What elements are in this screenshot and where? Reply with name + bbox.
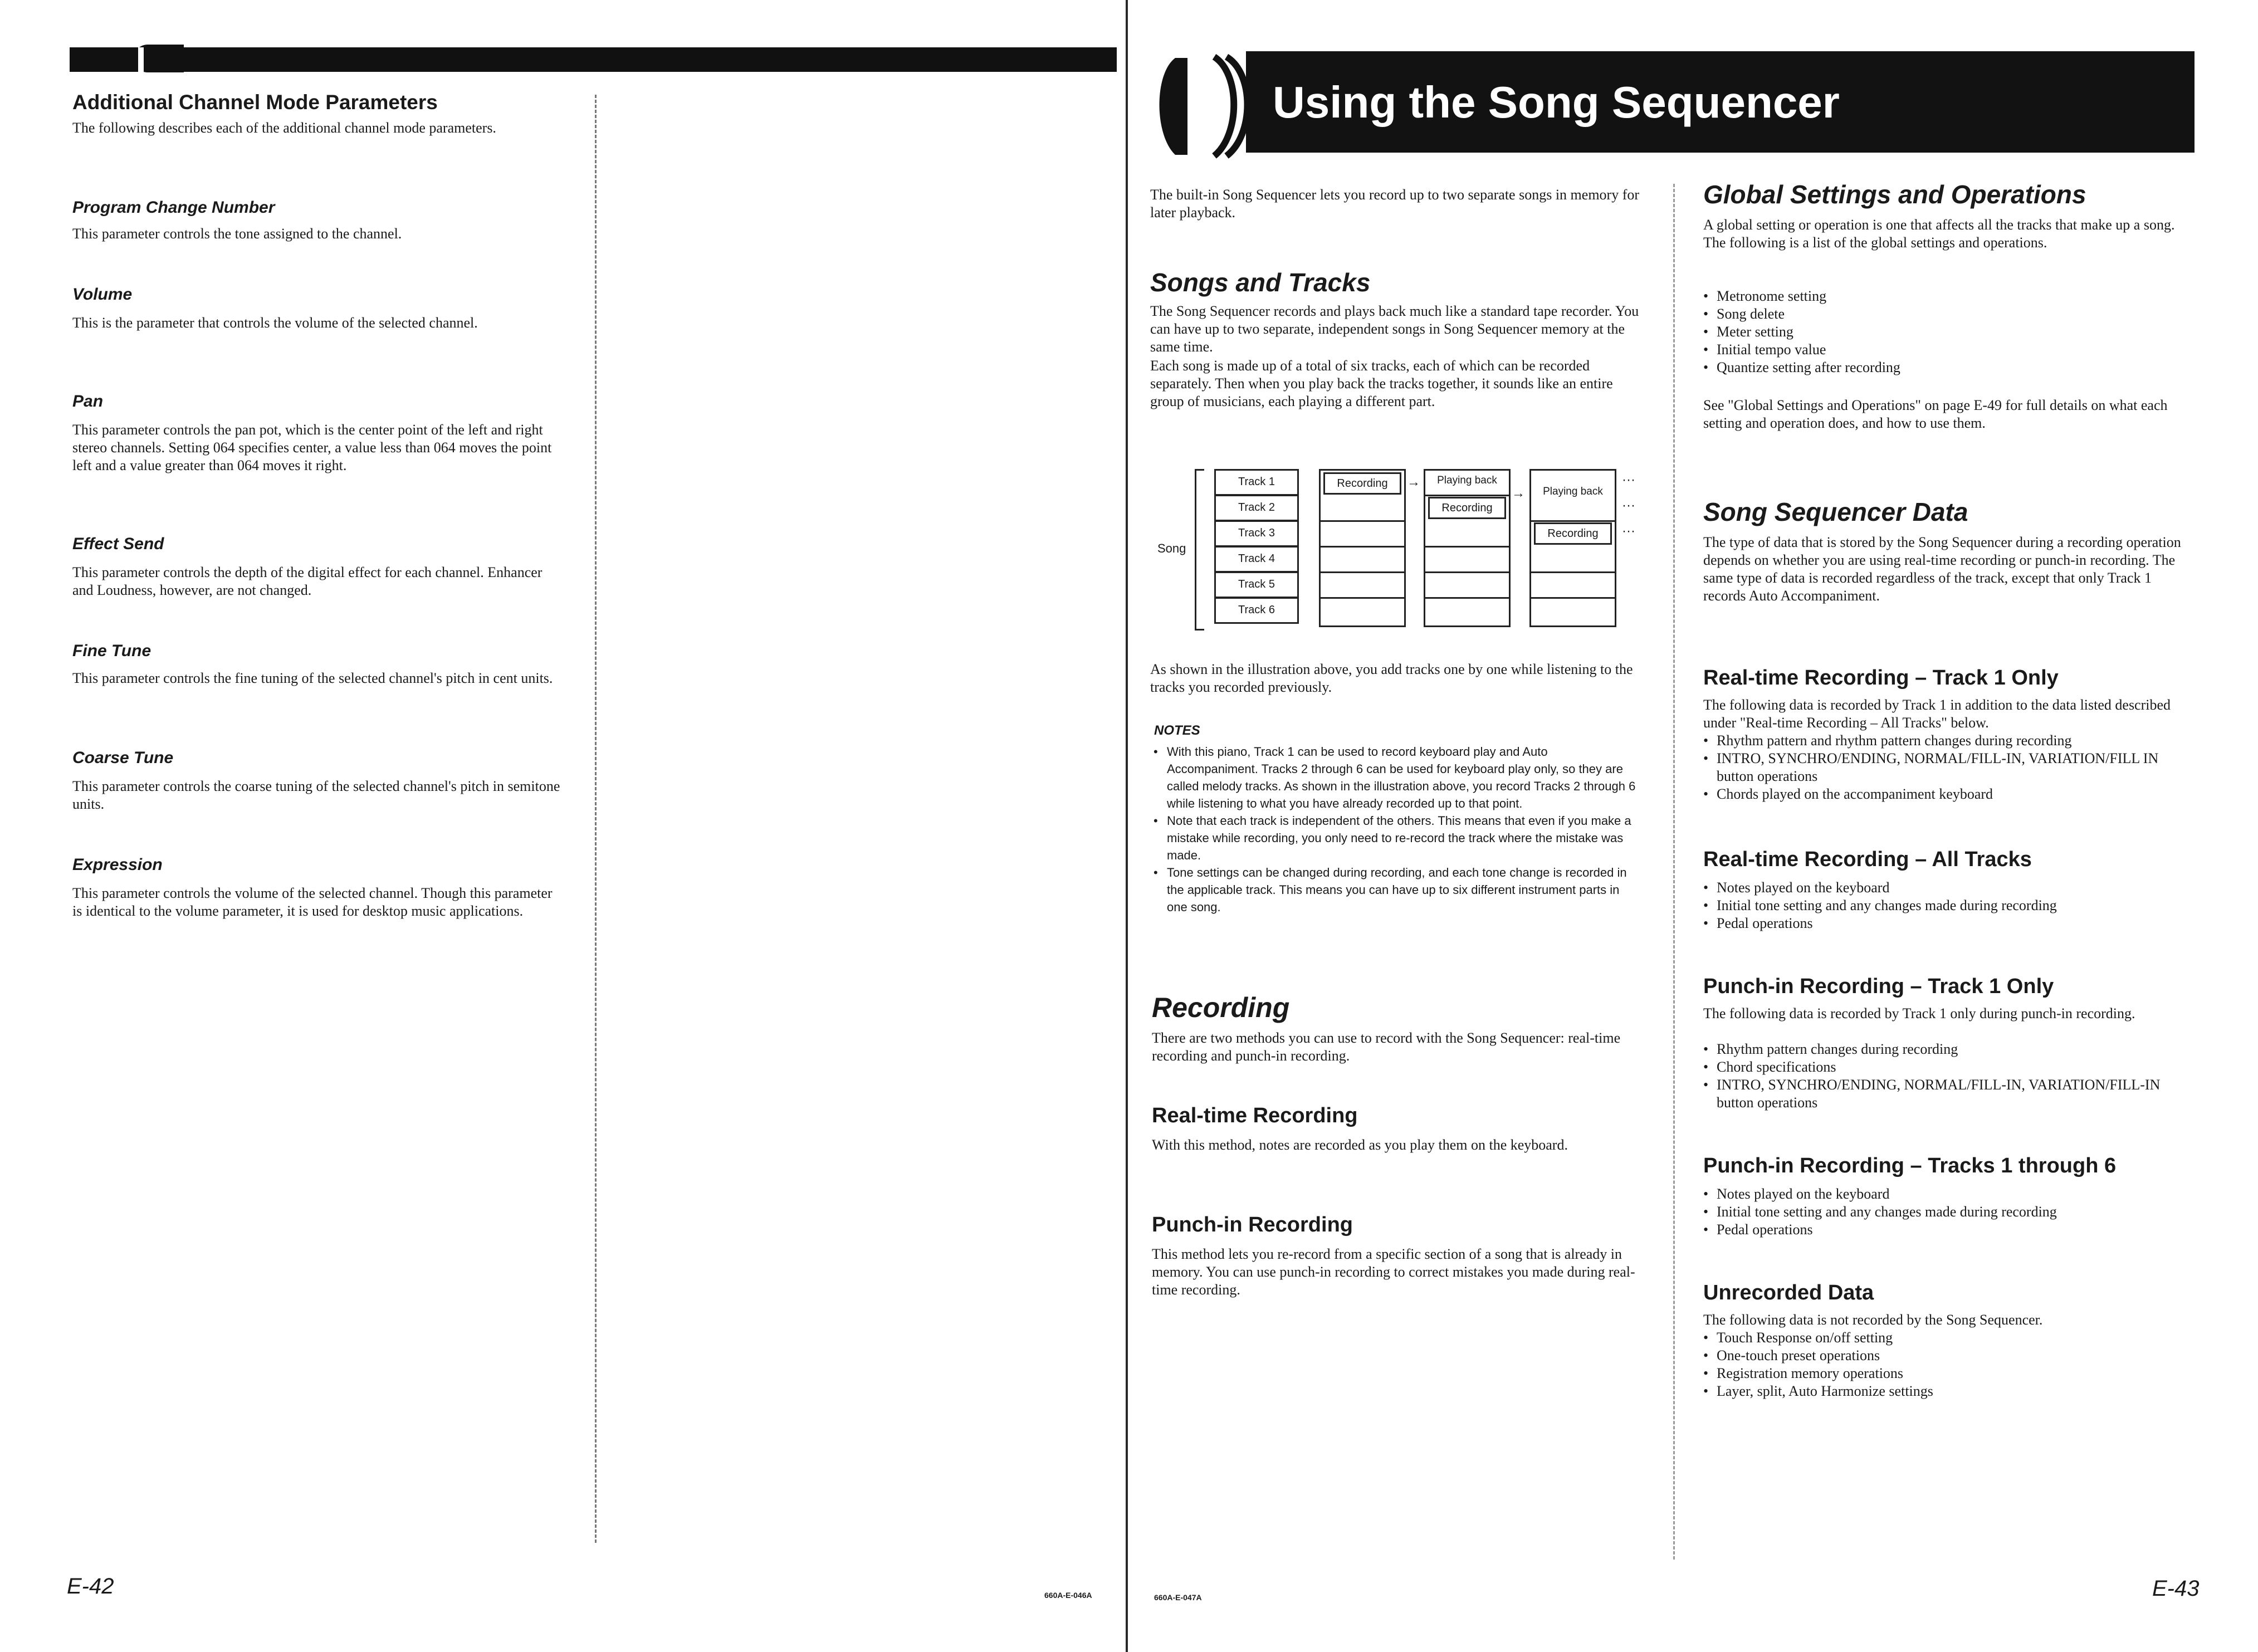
col2-line	[1425, 597, 1509, 599]
list-item: • Rhythm pattern and rhythm pattern changes during recording	[1700, 732, 2190, 750]
left-page-number: E-42	[67, 1574, 114, 1599]
list-item: • Notes played on the keyboard	[1700, 1185, 2190, 1203]
left-top-bar-gap	[138, 47, 144, 72]
list-item: • Note that each track is independent of the others. This means that even if you make a mistake while recording, you only need to re-record the track where the mistake was made.	[1150, 812, 1640, 864]
rt-all-heading: Real-time Recording – All Tracks	[1703, 848, 2032, 871]
right-column-divider	[1673, 184, 1675, 1560]
left-intro: The following describes each of the additional channel mode parameters.	[72, 120, 496, 136]
left-page-heading: Additional Channel Mode Parameters	[72, 91, 438, 114]
continuation-dots: ···	[1622, 498, 1635, 513]
list-item: • Quantize setting after recording	[1700, 359, 2190, 377]
unrecorded-list	[1700, 1329, 2190, 1400]
list-item: • With this piano, Track 1 can be used to record keyboard play and Auto Accompaniment. Tracks 2 through 6 can be used for keyboard play only, so they are called melody tracks. As shown in the illustration above, you record Tracks 2 through 6 while listening to what you have already recorded up to that point.	[1150, 743, 1640, 812]
diagram-song-bracket	[1195, 469, 1204, 631]
global-heading: Global Settings and Operations	[1703, 180, 2086, 209]
param-text: This parameter controls the coarse tuning of the selected channel's pitch in semitone units.	[72, 778, 560, 812]
rt-all-list	[1700, 879, 2190, 932]
right-page-number: E-43	[2152, 1576, 2200, 1601]
page-spine	[1126, 0, 1128, 1652]
rt-track1-list	[1700, 732, 2190, 803]
param-title: Fine Tune	[72, 642, 151, 660]
continuation-dots: ···	[1622, 524, 1635, 539]
list-item: • Song delete	[1700, 305, 2190, 323]
pi-tracks-list	[1700, 1185, 2190, 1239]
punchin-text: This method lets you re-record from a specific section of a song that is already in memory. You can use punch-in recording to correct mistakes you made during real-time recording.	[1152, 1246, 1635, 1298]
after-diagram-text: As shown in the illustration above, you add tracks one by one while listening to the tracks you recorded previously.	[1150, 661, 1633, 695]
global-text: A global setting or operation is one that affects all the tracks that make up a song. The following is a list of the global settings and operations.	[1703, 217, 2175, 251]
left-column-divider	[595, 95, 597, 1543]
param-title: Coarse Tune	[72, 749, 174, 767]
col1-line	[1321, 546, 1404, 548]
col3-line	[1531, 597, 1615, 599]
notes-list	[1150, 743, 1640, 916]
arrow-icon: →	[1407, 475, 1420, 490]
col3-recording: Recording	[1534, 522, 1612, 545]
param-text: This parameter controls the tone assigned to the channel.	[72, 226, 402, 242]
param-text: This parameter controls the volume of the selected channel. Though this parameter is identical to the volume parameter, it is used for desktop music applications.	[72, 885, 553, 919]
list-item: • INTRO, SYNCHRO/ENDING, NORMAL/FILL-IN, VARIATION/FILL-IN button operations	[1700, 1076, 2190, 1112]
col2-line	[1425, 571, 1509, 573]
track-cell: Track 4	[1214, 546, 1299, 573]
banner-bracket-graphic	[1148, 51, 1271, 163]
left-footer-code: 660A-E-046A	[1044, 1591, 1092, 1600]
col2-line	[1425, 546, 1509, 548]
param-text: This is the parameter that controls the volume of the selected channel.	[72, 315, 478, 331]
param-title: Expression	[72, 856, 163, 874]
col2-recording: Recording	[1428, 497, 1506, 519]
list-item: • Metronome setting	[1700, 287, 2190, 305]
track-cell: Track 3	[1214, 520, 1299, 547]
param-text: This parameter controls the fine tuning of the selected channel's pitch in cent units.	[72, 670, 553, 686]
rt-track1-text: The following data is recorded by Track 1 in addition to the data listed described under "Real-time Recording – All Tracks" below.	[1703, 697, 2171, 731]
col1-line	[1321, 520, 1404, 522]
songs-tracks-para2: Each song is made up of a total of six tracks, each of which can be recorded separately. Then when you play back the tracks together, it sounds like an entire group of musicians, each playing a different part.	[1150, 358, 1613, 409]
songs-tracks-para1: The Song Sequencer records and plays back much like a standard tape recorder. You can have up to two separate, independent songs in Song Sequencer memory at the same time.	[1150, 303, 1639, 355]
list-item: • Tone settings can be changed during recording, and each tone change is recorded in the applicable track. This means you can have up to six different instrument parts in one song.	[1150, 864, 1640, 916]
track-cell: Track 6	[1214, 597, 1299, 624]
arrow-icon: →	[1512, 486, 1525, 501]
list-item: • Initial tempo value	[1700, 341, 2190, 359]
sequencer-intro: The built-in Song Sequencer lets you record up to two separate songs in memory for later playback.	[1150, 187, 1640, 221]
list-item: • Notes played on the keyboard	[1700, 879, 2190, 897]
list-item: • Meter setting	[1700, 323, 2190, 341]
list-item: • Chord specifications	[1700, 1058, 2190, 1076]
list-item: • Registration memory operations	[1700, 1365, 2190, 1382]
list-item: • Pedal operations	[1700, 1221, 2190, 1239]
global-list	[1700, 287, 2190, 377]
param-text: This parameter controls the depth of the digital effect for each channel. Enhancer and Loudness, however, are not changed.	[72, 564, 542, 598]
diagram-song-label: Song	[1157, 541, 1186, 555]
col1-recording: Recording	[1323, 472, 1401, 495]
unrecorded-heading: Unrecorded Data	[1703, 1281, 1874, 1304]
recording-text: There are two methods you can use to record with the Song Sequencer: real-time recording and punch-in recording.	[1152, 1030, 1621, 1064]
param-title: Program Change Number	[72, 198, 275, 217]
list-item: • Pedal operations	[1700, 915, 2190, 932]
left-top-bar	[70, 47, 1117, 72]
data-text: The type of data that is stored by the Song Sequencer during a recording operation depends on whether you are using real-time recording or punch-in recording. The same type of data is recorded regardless of the track, except that only Track 1 records Auto Accompaniment.	[1703, 534, 2181, 604]
list-item: • One-touch preset operations	[1700, 1347, 2190, 1365]
col1-line	[1321, 597, 1404, 599]
notes-heading: NOTES	[1154, 723, 1200, 738]
unrecorded-text: The following data is not recorded by the Song Sequencer.	[1703, 1312, 2043, 1328]
punchin-heading: Punch-in Recording	[1152, 1213, 1353, 1236]
param-text: This parameter controls the pan pot, which is the center point of the left and right stereo channels. Setting 064 specifies center, a value less than 064 moves the point left and a value greater than 064 moves it right.	[72, 422, 552, 473]
track-cell: Track 1	[1214, 469, 1299, 496]
recording-heading: Recording	[1152, 992, 1290, 1023]
track-cell: Track 2	[1214, 495, 1299, 521]
songs-tracks-heading: Songs and Tracks	[1150, 268, 1371, 297]
list-item: • Initial tone setting and any changes made during recording	[1700, 897, 2190, 915]
list-item: • Chords played on the accompaniment keyboard	[1700, 785, 2190, 803]
track-cell: Track 5	[1214, 571, 1299, 598]
param-title: Effect Send	[72, 535, 164, 553]
continuation-dots: ···	[1622, 472, 1635, 487]
col3-line	[1531, 571, 1615, 573]
list-item: • INTRO, SYNCHRO/ENDING, NORMAL/FILL-IN, VARIATION/FILL IN button operations	[1700, 750, 2190, 785]
global-see-text: See "Global Settings and Operations" on page E-49 for full details on what each setting and operation does, and how to use them.	[1703, 397, 2168, 431]
pi-tracks-heading: Punch-in Recording – Tracks 1 through 6	[1703, 1154, 2117, 1177]
right-footer-code: 660A-E-047A	[1154, 1593, 1202, 1602]
realtime-text: With this method, notes are recorded as you play them on the keyboard.	[1152, 1137, 1568, 1153]
col3-playing-back: Playing back	[1543, 486, 1603, 497]
col3-line	[1531, 520, 1615, 522]
pi-track1-text: The following data is recorded by Track 1 only during punch-in recording.	[1703, 1005, 2135, 1021]
col1-line	[1321, 571, 1404, 573]
col2-playing-back: Playing back	[1437, 475, 1497, 486]
data-heading: Song Sequencer Data	[1703, 497, 1968, 526]
param-title: Volume	[72, 285, 133, 304]
realtime-heading: Real-time Recording	[1152, 1104, 1358, 1127]
list-item: • Touch Response on/off setting	[1700, 1329, 2190, 1347]
pi-track1-list	[1700, 1040, 2190, 1112]
col2-line	[1425, 495, 1509, 496]
list-item: • Initial tone setting and any changes made during recording	[1700, 1203, 2190, 1221]
list-item: • Layer, split, Auto Harmonize settings	[1700, 1382, 2190, 1400]
list-item: • Rhythm pattern changes during recording	[1700, 1040, 2190, 1058]
rt-track1-heading: Real-time Recording – Track 1 Only	[1703, 666, 2059, 690]
banner-title: Using the Song Sequencer	[1273, 77, 1840, 127]
param-title: Pan	[72, 392, 104, 410]
pi-track1-heading: Punch-in Recording – Track 1 Only	[1703, 975, 2054, 998]
